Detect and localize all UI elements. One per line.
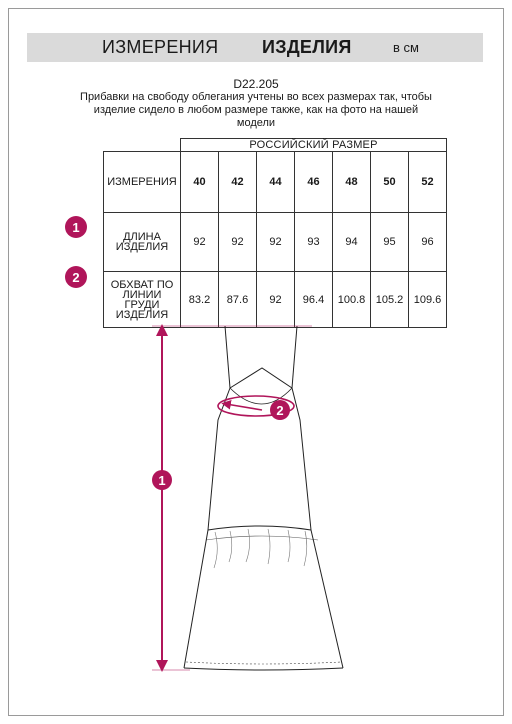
table-cell: 96 bbox=[409, 213, 447, 272]
gather-line bbox=[206, 536, 318, 540]
table-sizes-row bbox=[104, 152, 447, 213]
hem-stitch bbox=[186, 662, 341, 664]
row-label: ОБХВАТ ПО ЛИНИИ ГРУДИ ИЗДЕЛИЯ bbox=[104, 272, 181, 328]
right-hem-side bbox=[311, 530, 343, 668]
table-cell: 83.2 bbox=[181, 272, 219, 328]
right-side bbox=[292, 388, 311, 530]
hem bbox=[184, 668, 343, 670]
table-cell: 87.6 bbox=[219, 272, 257, 328]
left-strap bbox=[225, 326, 230, 388]
size-cell: 48 bbox=[333, 152, 371, 213]
table-cell: 95 bbox=[371, 213, 409, 272]
table-empty-corner bbox=[104, 139, 181, 152]
table-cell: 105.2 bbox=[371, 272, 409, 328]
measure-header: ИЗМЕРЕНИЯ bbox=[104, 152, 181, 213]
article-number: D22.205 bbox=[233, 77, 279, 91]
title-unit: в см bbox=[393, 40, 419, 55]
title-bar bbox=[27, 33, 483, 62]
table-cell: 94 bbox=[333, 213, 371, 272]
table-cell: 93 bbox=[295, 213, 333, 272]
flounce-seam bbox=[208, 526, 311, 530]
title-product: ИЗДЕЛИЯ bbox=[262, 37, 352, 57]
diagram-badge-chest-label: 2 bbox=[276, 403, 284, 418]
table-cell: 92 bbox=[257, 272, 295, 328]
right-strap bbox=[292, 326, 297, 388]
left-hem-side bbox=[184, 530, 208, 668]
badge-chest: 2 bbox=[65, 266, 87, 288]
table-cell: 92 bbox=[257, 213, 295, 272]
row-label: ДЛИНА ИЗДЕЛИЯ bbox=[104, 213, 181, 272]
table-cell: 100.8 bbox=[333, 272, 371, 328]
table-group-header-row bbox=[104, 139, 447, 152]
table-cell: 109.6 bbox=[409, 272, 447, 328]
badge-length: 1 bbox=[65, 216, 87, 238]
size-cell: 52 bbox=[409, 152, 447, 213]
size-cell: 50 bbox=[371, 152, 409, 213]
table-cell: 92 bbox=[181, 213, 219, 272]
size-cell: 42 bbox=[219, 152, 257, 213]
size-cell: 44 bbox=[257, 152, 295, 213]
size-group-header: РОССИЙСКИЙ РАЗМЕР bbox=[181, 139, 447, 152]
table-cell: 96.4 bbox=[295, 272, 333, 328]
fit-note: Прибавки на свободу облегания учтены во всех размерах так, чтобы изделие сидело в любом размере также, как на фото на нашей модели bbox=[80, 91, 432, 129]
size-cell: 40 bbox=[181, 152, 219, 213]
dress-diagram bbox=[0, 300, 512, 700]
table-row bbox=[104, 213, 447, 272]
chest-arrow bbox=[226, 404, 262, 410]
neckline bbox=[230, 368, 292, 388]
title-measurements: ИЗМЕРЕНИЯ bbox=[102, 37, 219, 57]
table-cell: 92 bbox=[219, 213, 257, 272]
size-cell: 46 bbox=[295, 152, 333, 213]
gather-folds bbox=[214, 529, 307, 568]
diagram-badge-length-label: 1 bbox=[158, 473, 166, 488]
